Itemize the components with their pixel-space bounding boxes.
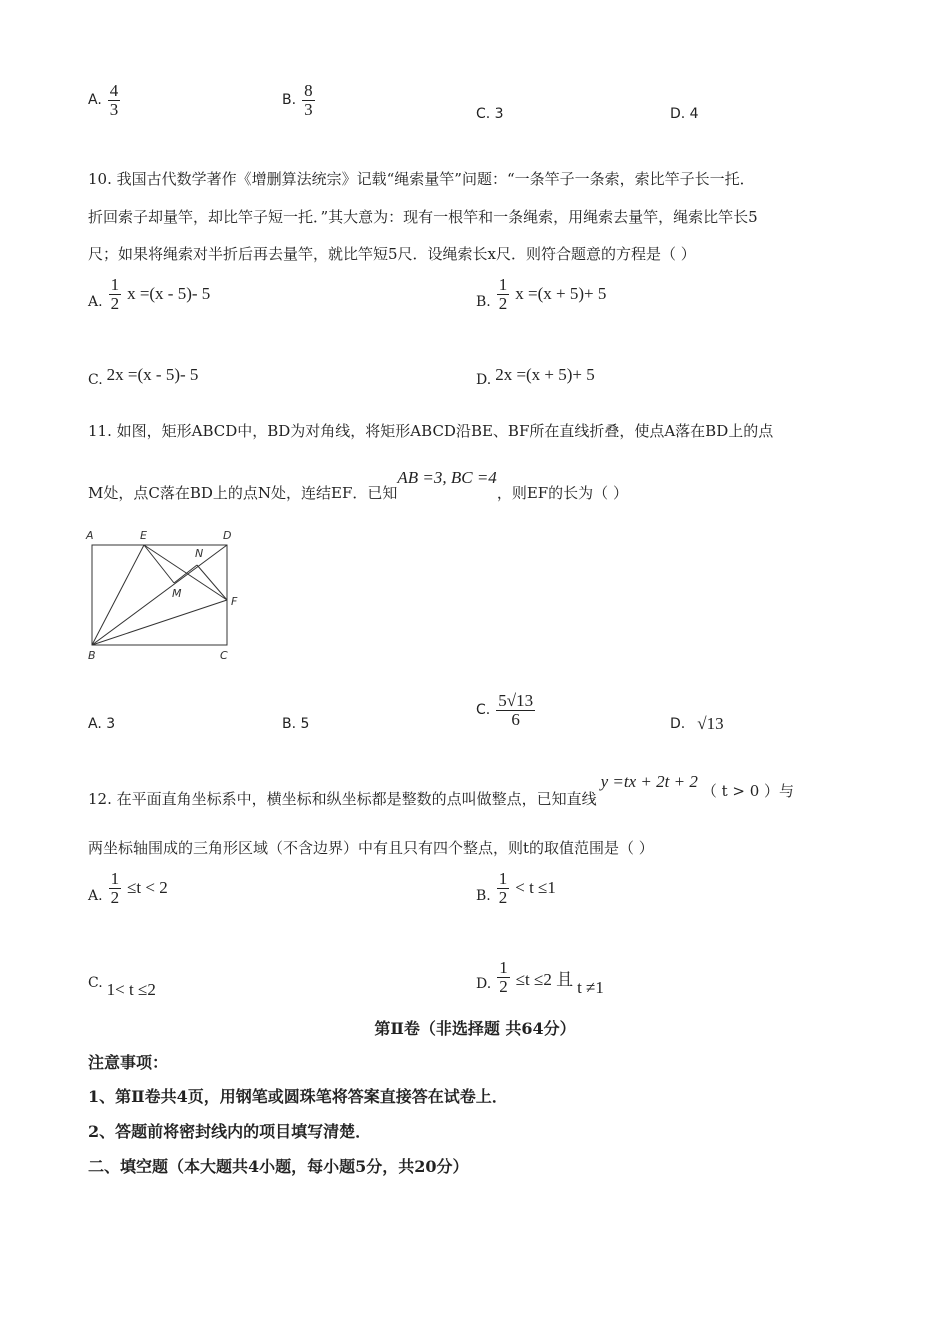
option-label: A. [88,888,103,905]
q9-option-d[interactable]: D. 4 [670,106,699,122]
inequality-extra: t ≠1 [577,978,604,997]
q11-option-a[interactable]: A. 3 [88,716,116,732]
q12-option-a[interactable] [88,870,168,907]
q11-option-c[interactable] [476,692,537,729]
q9-option-c[interactable]: C. 3 [476,106,504,122]
condition: （ t > 0 ）与 [701,782,795,800]
fraction: $\frac{8}{3}$ [304,81,313,119]
fraction: $\frac{4}{3}$ [109,81,119,119]
inequality: ≤t ≤2 且 [515,969,574,989]
option-label: C. [88,372,103,388]
option-label: B. [476,888,491,905]
option-label: C. [88,975,103,991]
label-e: E [140,529,147,542]
q10-line1: 10. 我国古代数学著作《增删算法统宗》记载“绳索量竿”问题：“一条竿子一条索，索比竿子长一托． [88,170,755,188]
label-d: D [223,529,232,542]
fraction: $\frac{5√13}{6}$ [498,691,534,729]
fraction: $\frac{1}{2}$ [498,869,508,907]
option-label: D. [670,716,686,732]
option-label: C. [476,702,491,719]
equation: 2x =(x - 5)- 5 [106,365,199,384]
inequality: 1< t ≤2 [106,980,156,999]
notice-heading: 注意事项： [88,1053,169,1072]
inequality: ≤t < 2 [127,878,168,898]
section-heading: 二、填空题（本大题共4小题，每小题5分，共20分） [88,1157,469,1176]
option-label: A. [88,294,103,311]
diagonal-bd [92,545,227,645]
notice-item-2: 2、答题前将密封线内的项目填写清楚． [88,1122,372,1141]
option-label: A. [88,92,102,109]
label-c: C [220,649,228,662]
q9-option-a[interactable] [88,82,122,119]
q11-line2: M处，点C落在BD上的点N处，连结EF．已知 AB =3, BC =4 ，则EF的长为（ ） [88,468,628,502]
equation: x =(x + 5)+ 5 [515,284,607,304]
label-n: N [195,547,204,560]
sqrt-expression: √13 [697,714,724,733]
q12-line1: 12. 在平面直角坐标系中，横坐标和纵坐标都是整数的点叫做整点，已知直线 y =tx + 2t + 2 （ t > 0 ）与 [88,772,795,808]
q10-line3: 尺；如果将绳索对半折后再去量竿，就比竿短5尺．设绳索长x尺．则符合题意的方程是（ ） [88,245,696,263]
notice-item-1: 1、第Ⅱ卷共4页，用钢笔或圆珠笔将答案直接答在试卷上． [88,1087,508,1106]
q10-option-d[interactable] [476,362,595,388]
label-m: M [172,587,182,600]
q11-option-b[interactable]: B. 5 [282,716,310,732]
q10-option-a[interactable] [88,276,210,313]
label-b: B [88,649,96,662]
q12-option-b[interactable] [476,870,556,907]
q12-option-c[interactable] [88,966,156,1000]
option-label: D. [476,372,492,388]
equation: 2x =(x + 5)+ 5 [495,365,595,384]
option-label: B. [476,294,491,311]
line-equation: y =tx + 2t + 2 [600,772,698,791]
q12-line2: 两坐标轴围成的三角形区域（不含边界）中有且只有四个整点，则t的取值范围是（ ） [88,839,654,857]
given-values: AB =3, BC =4 [397,468,497,487]
label-a: A [86,529,94,542]
q10-option-c[interactable] [88,362,198,388]
q10-line2: 折回索子却量竿，却比竿子短一托．”其大意为：现有一根竿和一条绳索，用绳索去量竿，绳索比竿长5 [88,208,758,226]
equation: x =(x - 5)- 5 [127,284,211,304]
label-f: F [231,595,238,608]
q11-line1: 11. 如图，矩形ABCD中，BD为对角线，将矩形ABCD沿BE、BF所在直线折叠，使点A落在BD上的点 [88,422,774,440]
fraction: $\frac{1}{2}$ [110,275,120,313]
line-ef [144,545,227,600]
fraction: $\frac{1}{2}$ [499,957,508,996]
rectangle-fold-figure [84,525,254,665]
option-label: B. [282,92,297,109]
line-em [144,545,174,583]
option-label: D. [476,976,492,992]
inequality: < t ≤1 [515,878,556,898]
part2-title: 第Ⅱ卷（非选择题 共64分） [374,1019,576,1038]
q9-option-b[interactable] [282,82,317,119]
fraction: $\frac{1}{2}$ [110,869,120,907]
line-nf [197,565,227,600]
q12-option-d[interactable] [476,956,604,998]
q10-option-b[interactable] [476,276,606,313]
q11-option-d[interactable] [670,714,724,734]
fraction: $\frac{1}{2}$ [498,275,508,313]
